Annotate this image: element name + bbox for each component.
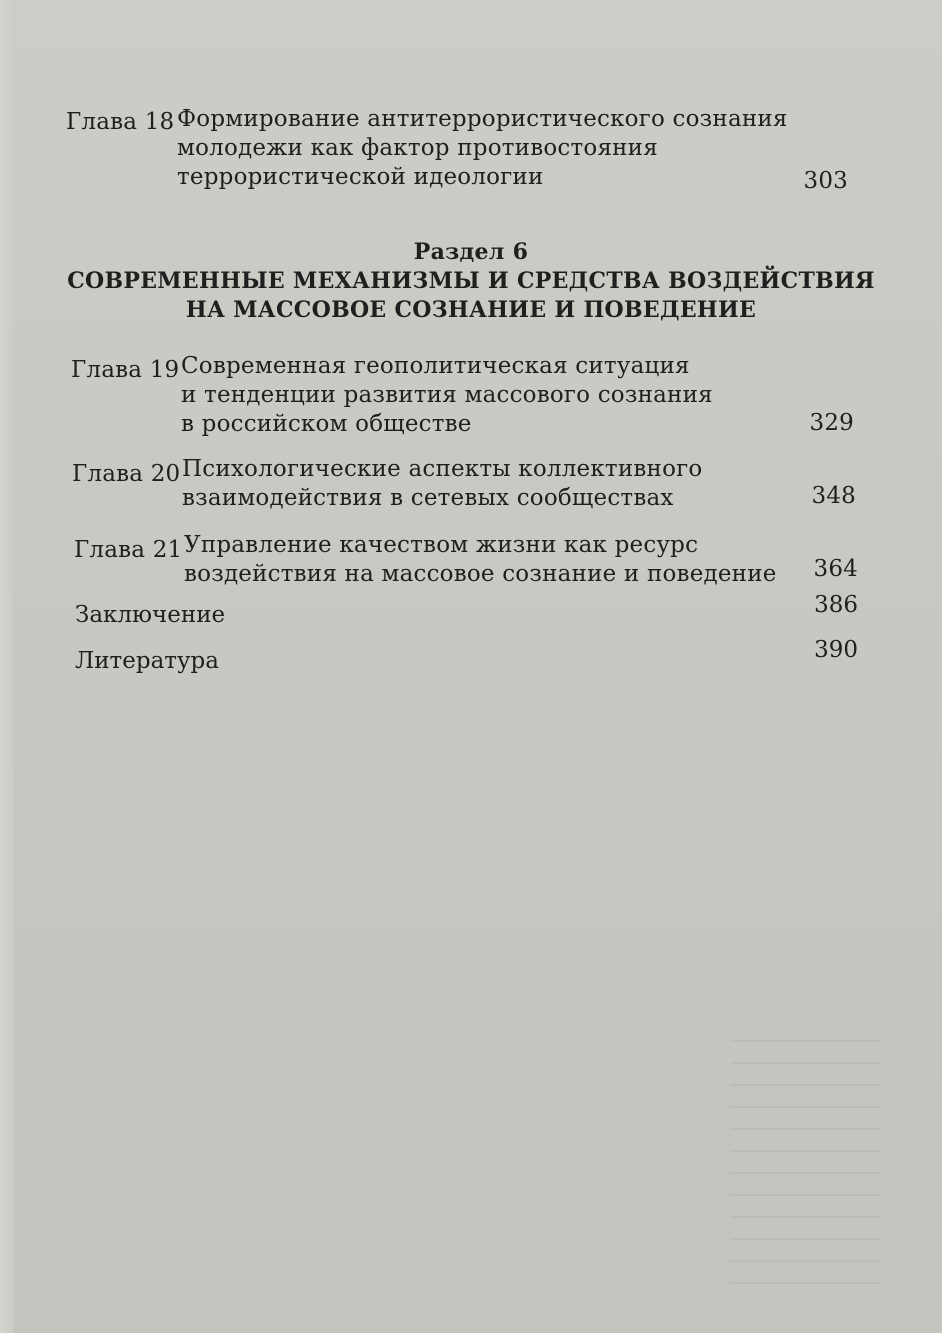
- page-edge: [0, 0, 14, 1333]
- chapter-label: Глава 18: [66, 109, 175, 135]
- toc-references-page: 390: [814, 637, 858, 663]
- toc-conclusion-page: 386: [814, 592, 858, 618]
- chapter-label: Глава 20: [72, 461, 181, 487]
- chapter-title: Управление качеством жизни как ресурс воздействия на массовое сознание и поведение: [184, 532, 777, 587]
- page-number: 348: [811, 483, 856, 509]
- toc-references-label: Литература: [75, 648, 219, 674]
- chapter-title: Формирование антитеррористического сознания молодежи как фактор противостояния террористической идеологии: [177, 106, 788, 190]
- chapter-label: Глава 21: [74, 537, 183, 563]
- chapter-title: Психологические аспекты коллективного взаимодействия в сетевых сообществах: [182, 456, 703, 511]
- chapter-label: Глава 19: [71, 357, 180, 383]
- show-through-text: [730, 1040, 880, 1300]
- section-heading: [0, 238, 942, 325]
- page-number: 303: [803, 168, 848, 194]
- section-title: СОВРЕМЕННЫЕ МЕХАНИЗМЫ И СРЕДСТВА ВОЗДЕЙСТВИЯ НА МАССОВОЕ СОЗНАНИЕ И ПОВЕДЕНИЕ: [67, 268, 875, 323]
- chapter-title: Современная геополитическая ситуация и тенденции развития массового сознания в российском обществе: [181, 353, 713, 437]
- section-number: Раздел 6: [413, 239, 529, 265]
- toc-conclusion-label: Заключение: [75, 602, 226, 628]
- page-number: 364: [813, 556, 858, 582]
- page-number: 329: [809, 410, 854, 436]
